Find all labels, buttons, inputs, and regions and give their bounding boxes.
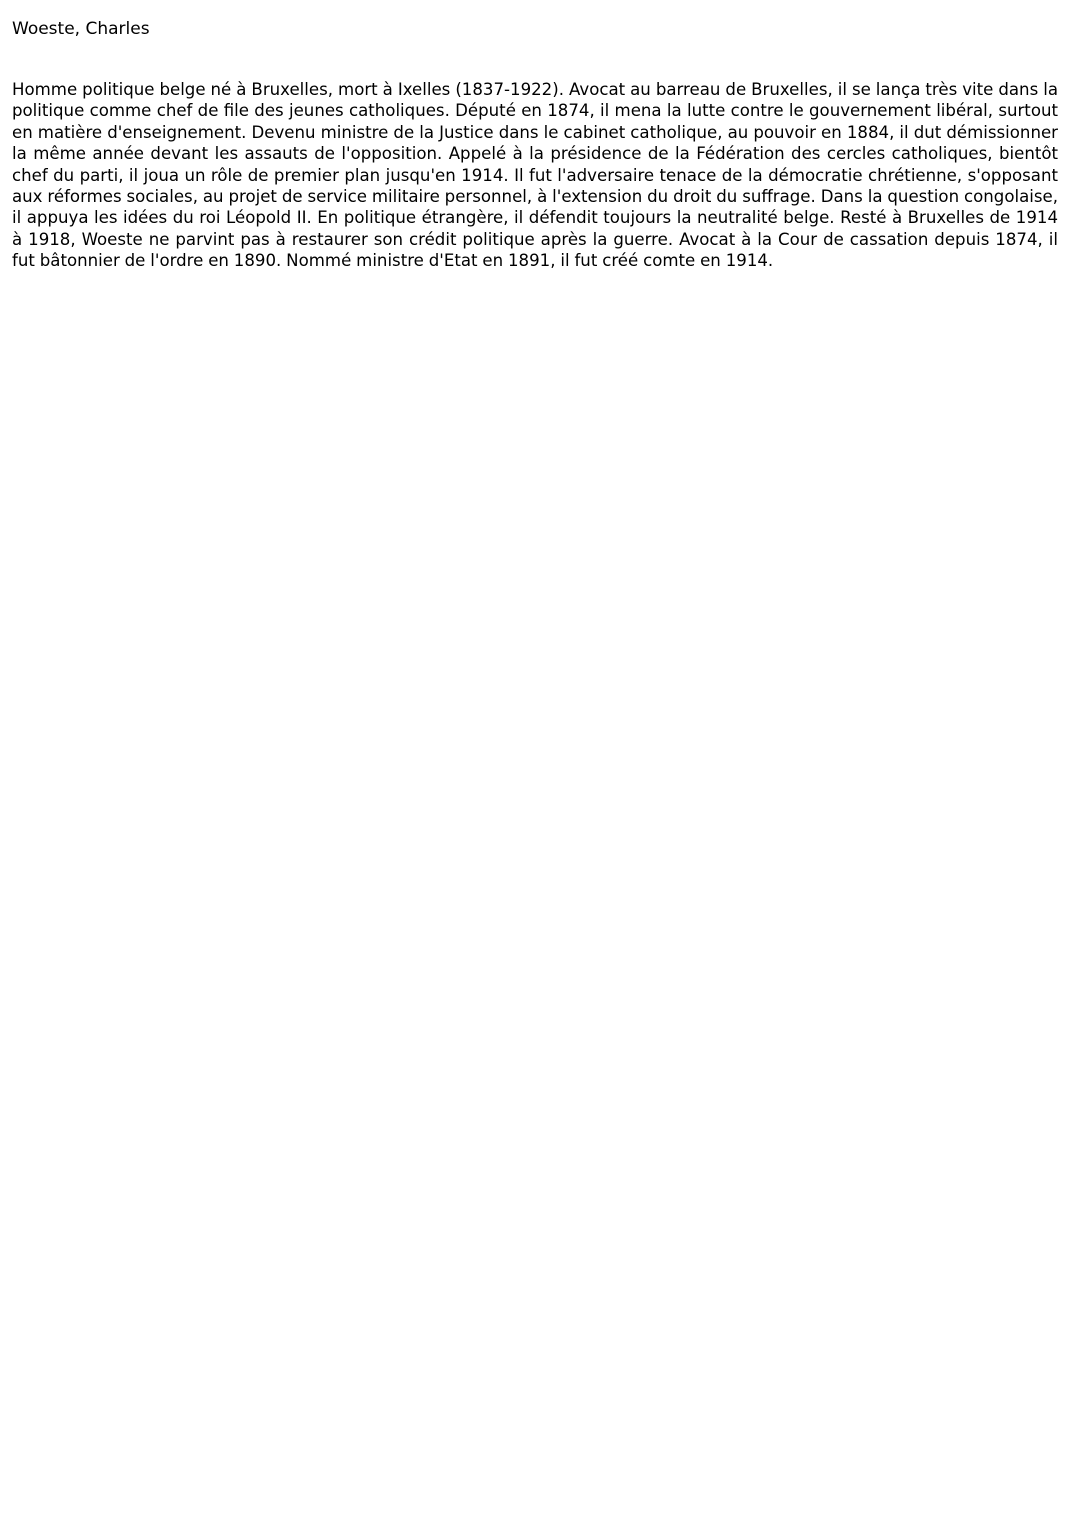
document-title: Woeste, Charles xyxy=(12,19,150,39)
document-body-paragraph: Homme politique belge né à Bruxelles, mort à Ixelles (1837-1922). Avocat au barreau de Bruxelles, il se lança très vite dans la politique comme chef de file des jeunes catholiques. Député en 1874, il mena la lutte contre le gouvernement libéral, surtout en matière d'enseignement. Devenu ministre de la Justice dans le cabinet catholique, au pouvoir en 1884, il dut démissionner la même année devant les assauts de l'opposition. Appelé à la présidence de la Fédération des cercles catholiques, bientôt chef du parti, il joua un rôle de premier plan jusqu'en 1914. Il fut l'adversaire tenace de la démocratie chrétienne, s'opposant aux réformes sociales, au projet de service militaire personnel, à l'extension du droit du suffrage. Dans la question congolaise, il appuya les idées du roi Léopold II. En politique étrangère, il défendit toujours la neutralité belge. Resté à Bruxelles de 1914 à 1918, Woeste ne parvint pas à restaurer son crédit politique après la guerre. Avocat à la Cour de cassation depuis 1874, il fut bâtonnier de l'ordre en 1890. Nommé ministre d'Etat en 1891, il fut créé comte en 1914. xyxy=(12,80,1058,271)
